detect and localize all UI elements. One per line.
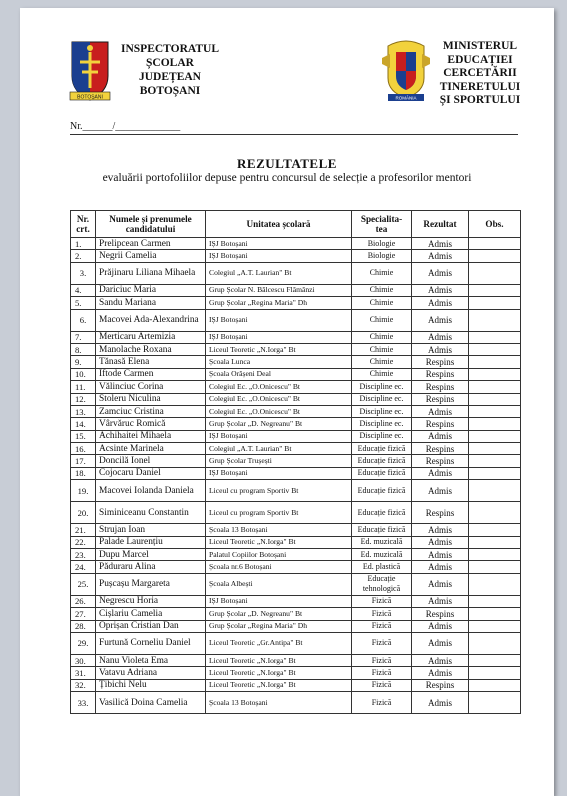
result-cell: Admis xyxy=(412,343,469,355)
candidate-name-cell: Siminiceanu Constantin xyxy=(96,502,206,524)
specialty-cell: Ed. muzicală xyxy=(352,549,412,561)
school-unit-cell: Școala Lunca xyxy=(206,356,352,368)
specialty-cell: Ed. muzicală xyxy=(352,536,412,548)
candidate-name-cell: Cojocaru Daniel xyxy=(96,467,206,479)
school-unit-cell: Liceul Teoretic „N.Iorga" Bt xyxy=(206,679,352,691)
observations-cell xyxy=(469,297,521,309)
ministry-line: CERCETĂRII xyxy=(443,67,517,79)
school-unit-cell: Liceul Teoretic „N.Iorga" Bt xyxy=(206,654,352,666)
observations-cell xyxy=(469,368,521,380)
row-number-cell: 1. xyxy=(71,238,96,250)
observations-cell xyxy=(469,502,521,524)
specialty-cell: Chimie xyxy=(352,356,412,368)
school-unit-cell: Grup Școlar „D. Negreanu" Bt xyxy=(206,608,352,620)
observations-cell xyxy=(469,238,521,250)
school-unit-cell: Liceul Teoretic „N.Iorga" Bt xyxy=(206,536,352,548)
result-cell: Respins xyxy=(412,393,469,405)
observations-cell xyxy=(469,343,521,355)
candidate-name-cell: Prăjinaru Liliana Mihaela xyxy=(96,262,206,284)
candidate-name-cell: Macovei Iolanda Daniela xyxy=(96,480,206,502)
specialty-cell: Educație fizică xyxy=(352,455,412,467)
result-cell: Admis xyxy=(412,524,469,536)
result-cell: Admis xyxy=(412,667,469,679)
row-number-cell: 10. xyxy=(71,368,96,380)
school-unit-cell: IȘJ Botoșani xyxy=(206,467,352,479)
observations-cell xyxy=(469,620,521,632)
table-row xyxy=(71,549,521,561)
school-unit-cell: IȘJ Botoșani xyxy=(206,309,352,331)
school-unit-cell: Grup Școlar „Regina Maria" Dh xyxy=(206,620,352,632)
row-number-cell: 24. xyxy=(71,561,96,573)
school-unit-cell: Școala Orășeni Deal xyxy=(206,368,352,380)
candidate-name-cell: Pușcașu Margareta xyxy=(96,573,206,595)
candidate-name-cell: Cișlariu Camelia xyxy=(96,608,206,620)
observations-cell xyxy=(469,667,521,679)
observations-cell xyxy=(469,595,521,607)
specialty-cell: Educație fizică xyxy=(352,502,412,524)
specialty-cell: Fizică xyxy=(352,667,412,679)
row-number-cell: 16. xyxy=(71,443,96,455)
result-cell: Admis xyxy=(412,405,469,417)
result-cell: Admis xyxy=(412,331,469,343)
specialty-cell: Discipline ec. xyxy=(352,405,412,417)
school-unit-cell: Liceul cu program Sportiv Bt xyxy=(206,480,352,502)
row-number-cell: 32. xyxy=(71,679,96,691)
table-row xyxy=(71,573,521,595)
table-row xyxy=(71,430,521,442)
table-row xyxy=(71,455,521,467)
result-cell: Admis xyxy=(412,549,469,561)
observations-cell xyxy=(469,405,521,417)
school-unit-cell: Școala 13 Botoșani xyxy=(206,524,352,536)
candidate-name-cell: Dariciuc Maria xyxy=(96,284,206,296)
specialty-cell: Fizică xyxy=(352,632,412,654)
table-row xyxy=(71,393,521,405)
result-cell: Admis xyxy=(412,480,469,502)
row-number-cell: 9. xyxy=(71,356,96,368)
row-number-cell: 28. xyxy=(71,620,96,632)
specialty-cell: Chimie xyxy=(352,262,412,284)
left-crest-banner: BOTOȘANI xyxy=(77,94,103,101)
candidate-name-cell: Oprișan Cristian Dan xyxy=(96,620,206,632)
result-cell: Respins xyxy=(412,455,469,467)
specialty-cell: Fizică xyxy=(352,620,412,632)
table-row xyxy=(71,524,521,536)
result-cell: Admis xyxy=(412,250,469,262)
candidate-name-cell: Merticaru Artemizia xyxy=(96,331,206,343)
specialty-cell: Educație tehnologică xyxy=(352,573,412,595)
school-unit-cell: Colegiul „A.T. Laurian" Bt xyxy=(206,262,352,284)
specialty-cell: Fizică xyxy=(352,608,412,620)
header-obs: Obs. xyxy=(469,211,521,238)
candidate-name-cell: Vasilică Doina Camelia xyxy=(96,692,206,714)
row-number-cell: 26. xyxy=(71,595,96,607)
school-unit-cell: IȘJ Botoșani xyxy=(206,250,352,262)
table-row xyxy=(71,443,521,455)
observations-cell xyxy=(469,262,521,284)
observations-cell xyxy=(469,524,521,536)
candidate-name-cell: Țibichi Nelu xyxy=(96,679,206,691)
specialty-cell: Biologie xyxy=(352,250,412,262)
document-subtitle: evaluării portofoliilor depuse pentru concursul de selecție a profesorilor mentori xyxy=(102,172,472,184)
school-unit-cell: Colegiul „A.T. Laurian" Bt xyxy=(206,443,352,455)
row-number-cell: 2. xyxy=(71,250,96,262)
observations-cell xyxy=(469,309,521,331)
result-cell: Admis xyxy=(412,573,469,595)
table-row xyxy=(71,536,521,548)
observations-cell xyxy=(469,654,521,666)
table-row xyxy=(71,418,521,430)
results-table xyxy=(70,210,521,714)
school-unit-cell: IȘJ Botoșani xyxy=(206,331,352,343)
school-unit-cell: Colegiul Ec. „O.Onicescu" Bt xyxy=(206,381,352,393)
table-row xyxy=(71,620,521,632)
result-cell: Admis xyxy=(412,536,469,548)
specialty-cell: Chimie xyxy=(352,331,412,343)
result-cell: Admis xyxy=(412,467,469,479)
table-row xyxy=(71,692,521,714)
observations-cell xyxy=(469,573,521,595)
specialty-cell: Chimie xyxy=(352,309,412,331)
observations-cell xyxy=(469,393,521,405)
table-row xyxy=(71,250,521,262)
row-number-cell: 31. xyxy=(71,667,96,679)
table-row xyxy=(71,405,521,417)
observations-cell xyxy=(469,467,521,479)
table-row xyxy=(71,331,521,343)
registration-number-line: Nr.______/_____________ xyxy=(70,121,181,132)
row-number-cell: 27. xyxy=(71,608,96,620)
header-divider xyxy=(70,134,518,135)
table-row xyxy=(71,284,521,296)
document-title: REZULTATELE xyxy=(237,156,337,171)
result-cell: Admis xyxy=(412,284,469,296)
table-row xyxy=(71,368,521,380)
observations-cell xyxy=(469,381,521,393)
ministry-name xyxy=(428,40,532,108)
candidate-name-cell: Acsinte Marinela xyxy=(96,443,206,455)
candidate-name-cell: Tănasă Elena xyxy=(96,356,206,368)
specialty-cell: Chimie xyxy=(352,284,412,296)
isj-line: ȘCOLAR xyxy=(146,57,194,69)
right-crest-banner: ROMÂNIA xyxy=(395,95,417,101)
table-row xyxy=(71,679,521,691)
header-result: Rezultat xyxy=(412,211,469,238)
candidate-name-cell: Vârvăruc Romică xyxy=(96,418,206,430)
candidate-name-cell: Strujan Ioan xyxy=(96,524,206,536)
specialty-cell: Fizică xyxy=(352,679,412,691)
specialty-cell: Discipline ec. xyxy=(352,381,412,393)
table-row xyxy=(71,309,521,331)
table-row xyxy=(71,632,521,654)
observations-cell xyxy=(469,561,521,573)
table-row xyxy=(71,467,521,479)
row-number-cell: 7. xyxy=(71,331,96,343)
observations-cell xyxy=(469,356,521,368)
specialty-cell: Discipline ec. xyxy=(352,430,412,442)
specialty-cell: Fizică xyxy=(352,654,412,666)
document-page xyxy=(20,8,554,796)
result-cell: Admis xyxy=(412,692,469,714)
table-row xyxy=(71,654,521,666)
school-unit-cell: Școala nr.6 Botoșani xyxy=(206,561,352,573)
observations-cell xyxy=(469,679,521,691)
letterhead xyxy=(20,8,554,118)
row-number-cell: 21. xyxy=(71,524,96,536)
table-row xyxy=(71,343,521,355)
result-cell: Respins xyxy=(412,418,469,430)
school-unit-cell: Liceul Teoretic „N.Iorga" Bt xyxy=(206,667,352,679)
candidate-name-cell: Zamciuc Cristina xyxy=(96,405,206,417)
result-cell: Admis xyxy=(412,430,469,442)
result-cell: Admis xyxy=(412,595,469,607)
isj-coat-of-arms-icon xyxy=(68,38,112,104)
row-number-cell: 19. xyxy=(71,480,96,502)
observations-cell xyxy=(469,418,521,430)
romania-coat-of-arms-icon xyxy=(380,38,432,104)
candidate-name-cell: Păduraru Alina xyxy=(96,561,206,573)
result-cell: Admis xyxy=(412,238,469,250)
result-cell: Admis xyxy=(412,561,469,573)
header-name: Numele și prenumele candidatului xyxy=(96,211,206,238)
table-row xyxy=(71,238,521,250)
result-cell: Respins xyxy=(412,608,469,620)
school-unit-cell: Liceul Teoretic „Gr.Antipa" Bt xyxy=(206,632,352,654)
table-header-row xyxy=(71,211,521,238)
school-unit-cell: Grup Școlar „Regina Maria" Dh xyxy=(206,297,352,309)
candidate-name-cell: Stoleru Niculina xyxy=(96,393,206,405)
candidate-name-cell: Negrii Camelia xyxy=(96,250,206,262)
candidate-name-cell: Manolache Roxana xyxy=(96,343,206,355)
row-number-cell: 22. xyxy=(71,536,96,548)
row-number-cell: 25. xyxy=(71,573,96,595)
observations-cell xyxy=(469,608,521,620)
row-number-cell: 18. xyxy=(71,467,96,479)
candidate-name-cell: Prelipcean Carmen xyxy=(96,238,206,250)
ministry-line: EDUCAȚIEI xyxy=(447,53,513,66)
candidate-name-cell: Iftode Carmen xyxy=(96,368,206,380)
result-cell: Admis xyxy=(412,262,469,284)
school-unit-cell: Liceul Teoretic „N.Iorga" Bt xyxy=(206,343,352,355)
candidate-name-cell: Vălinciuc Corina xyxy=(96,381,206,393)
candidate-name-cell: Dupu Marcel xyxy=(96,549,206,561)
specialty-cell: Educație fizică xyxy=(352,467,412,479)
specialty-cell: Educație fizică xyxy=(352,480,412,502)
row-number-cell: 30. xyxy=(71,654,96,666)
specialty-cell: Chimie xyxy=(352,297,412,309)
observations-cell xyxy=(469,480,521,502)
row-number-cell: 6. xyxy=(71,309,96,331)
specialty-cell: Discipline ec. xyxy=(352,418,412,430)
result-cell: Respins xyxy=(412,381,469,393)
specialty-cell: Chimie xyxy=(352,368,412,380)
candidate-name-cell: Achihaitei Mihaela xyxy=(96,430,206,442)
result-cell: Admis xyxy=(412,309,469,331)
table-row xyxy=(71,595,521,607)
table-row xyxy=(71,262,521,284)
specialty-cell: Ed. plastică xyxy=(352,561,412,573)
isj-institution-name xyxy=(115,42,225,98)
result-cell: Respins xyxy=(412,356,469,368)
result-cell: Admis xyxy=(412,297,469,309)
row-number-cell: 8. xyxy=(71,343,96,355)
row-number-cell: 14. xyxy=(71,418,96,430)
school-unit-cell: Grup Școlar N. Bălcescu Flămânzi xyxy=(206,284,352,296)
specialty-cell: Educație fizică xyxy=(352,443,412,455)
observations-cell xyxy=(469,632,521,654)
school-unit-cell: Grup Școlar Trușești xyxy=(206,455,352,467)
row-number-cell: 20. xyxy=(71,502,96,524)
school-unit-cell: Colegiul Ec. „O.Onicescu" Bt xyxy=(206,393,352,405)
result-cell: Admis xyxy=(412,654,469,666)
table-row xyxy=(71,502,521,524)
candidate-name-cell: Macovei Ada-Alexandrina xyxy=(96,309,206,331)
candidate-name-cell: Doncilă Ionel xyxy=(96,455,206,467)
table-row xyxy=(71,561,521,573)
school-unit-cell: IȘJ Botoșani xyxy=(206,430,352,442)
candidate-name-cell: Negrescu Horia xyxy=(96,595,206,607)
school-unit-cell: IȘJ Botoșani xyxy=(206,595,352,607)
candidate-name-cell: Nanu Violeta Ema xyxy=(96,654,206,666)
candidate-name-cell: Sandu Mariana xyxy=(96,297,206,309)
result-cell: Admis xyxy=(412,632,469,654)
school-unit-cell: Grup Școlar „D. Negreanu" Bt xyxy=(206,418,352,430)
table-row xyxy=(71,356,521,368)
row-number-cell: 15. xyxy=(71,430,96,442)
table-row xyxy=(71,381,521,393)
observations-cell xyxy=(469,250,521,262)
school-unit-cell: Palatul Copiilor Botoșani xyxy=(206,549,352,561)
school-unit-cell: Liceul cu program Sportiv Bt xyxy=(206,502,352,524)
observations-cell xyxy=(469,331,521,343)
result-cell: Respins xyxy=(412,679,469,691)
observations-cell xyxy=(469,284,521,296)
observations-cell xyxy=(469,443,521,455)
row-number-cell: 4. xyxy=(71,284,96,296)
observations-cell xyxy=(469,455,521,467)
school-unit-cell: Școala Albești xyxy=(206,573,352,595)
specialty-cell: Fizică xyxy=(352,692,412,714)
row-number-cell: 17. xyxy=(71,455,96,467)
school-unit-cell: Școala 13 Botoșani xyxy=(206,692,352,714)
specialty-cell: Biologie xyxy=(352,238,412,250)
result-cell: Respins xyxy=(412,443,469,455)
row-number-cell: 23. xyxy=(71,549,96,561)
table-row xyxy=(71,297,521,309)
school-unit-cell: Colegiul Ec. „O.Onicescu" Bt xyxy=(206,405,352,417)
specialty-cell: Fizică xyxy=(352,595,412,607)
candidate-name-cell: Palade Laurențiu xyxy=(96,536,206,548)
row-number-cell: 12. xyxy=(71,393,96,405)
header-school: Unitatea școlară xyxy=(206,211,352,238)
row-number-cell: 3. xyxy=(71,262,96,284)
isj-line: JUDEȚEAN xyxy=(139,71,201,83)
result-cell: Respins xyxy=(412,502,469,524)
result-cell: Respins xyxy=(412,368,469,380)
isj-line: BOTOȘANI xyxy=(139,85,201,97)
observations-cell xyxy=(469,692,521,714)
ministry-line: MINISTERUL xyxy=(442,40,518,52)
observations-cell xyxy=(469,430,521,442)
specialty-cell: Chimie xyxy=(352,343,412,355)
row-number-cell: 33. xyxy=(71,692,96,714)
table-row xyxy=(71,667,521,679)
table-row xyxy=(71,608,521,620)
school-unit-cell: IȘJ Botoșani xyxy=(206,238,352,250)
header-specialty: Specialita-tea xyxy=(352,211,412,238)
ministry-line: ȘI SPORTULUI xyxy=(439,94,521,106)
table-row xyxy=(71,480,521,502)
header-nr: Nr. crt. xyxy=(71,211,96,238)
result-cell: Admis xyxy=(412,620,469,632)
row-number-cell: 11. xyxy=(71,381,96,393)
specialty-cell: Discipline ec. xyxy=(352,393,412,405)
row-number-cell: 5. xyxy=(71,297,96,309)
row-number-cell: 29. xyxy=(71,632,96,654)
candidate-name-cell: Vatavu Adriana xyxy=(96,667,206,679)
observations-cell xyxy=(469,536,521,548)
candidate-name-cell: Furtună Corneliu Daniel xyxy=(96,632,206,654)
ministry-line: TINERETULUI xyxy=(439,80,521,93)
isj-line: INSPECTORATUL xyxy=(121,43,219,55)
observations-cell xyxy=(469,549,521,561)
row-number-cell: 13. xyxy=(71,405,96,417)
specialty-cell: Educație fizică xyxy=(352,524,412,536)
